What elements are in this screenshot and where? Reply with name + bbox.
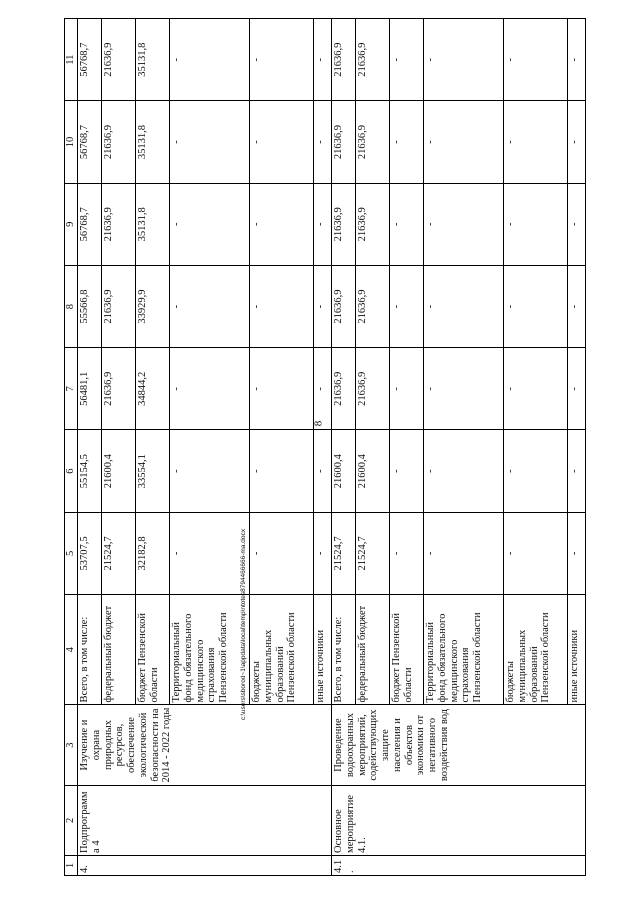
value-cell: - — [424, 265, 504, 347]
value-cell: 35131,8 — [136, 183, 170, 265]
value-cell: - — [170, 101, 250, 183]
value-cell: - — [250, 512, 314, 594]
value-cell: 56768,7 — [78, 183, 102, 265]
value-cell: 35131,8 — [136, 19, 170, 101]
value-cell: - — [504, 430, 568, 512]
value-cell: - — [424, 183, 504, 265]
value-cell: 21636,9 — [332, 265, 356, 347]
value-cell: - — [568, 183, 586, 265]
value-cell: 21600,4 — [356, 430, 390, 512]
table-row — [78, 19, 102, 876]
value-cell: - — [504, 101, 568, 183]
value-cell: - — [250, 19, 314, 101]
header-cell: 9 — [65, 183, 78, 265]
value-cell: - — [314, 183, 332, 265]
value-cell: - — [314, 19, 332, 101]
value-cell: - — [390, 183, 424, 265]
header-cell: 10 — [65, 101, 78, 183]
value-cell: 56768,7 — [78, 19, 102, 101]
value-cell: - — [170, 265, 250, 347]
rotated-page — [64, 18, 580, 876]
header-cell: 5 — [65, 512, 78, 594]
value-cell: - — [170, 512, 250, 594]
value-cell: - — [314, 430, 332, 512]
value-cell: - — [424, 430, 504, 512]
value-cell: - — [390, 430, 424, 512]
value-cell: 21636,9 — [356, 19, 390, 101]
value-cell: 55154,5 — [78, 430, 102, 512]
value-cell: - — [250, 265, 314, 347]
file-path-footer: c:\users\sborod~1\appdata\local\temp\ntotes8794466666-ma.docx — [240, 529, 247, 720]
value-cell: 21524,7 — [102, 512, 136, 594]
value-cell: - — [250, 430, 314, 512]
funding-source-cell: иные источники — [314, 595, 332, 705]
value-cell: - — [314, 101, 332, 183]
value-cell: 21600,4 — [102, 430, 136, 512]
value-cell: - — [314, 265, 332, 347]
funding-source-cell: Всего, в том числе: — [332, 595, 356, 705]
program-name-cell: Подпрограмма 4 — [78, 785, 332, 855]
table-row — [332, 19, 356, 876]
funding-source-cell: иные источники — [568, 595, 586, 705]
value-cell: 21636,9 — [102, 265, 136, 347]
value-cell: - — [390, 101, 424, 183]
funding-source-cell: федеральный бюджет — [356, 595, 390, 705]
value-cell: - — [170, 183, 250, 265]
row-number-cell: 4. — [78, 855, 332, 875]
header-cell: 11 — [65, 19, 78, 101]
value-cell: - — [568, 348, 586, 430]
funding-source-cell: бюджеты муниципальных образований Пензенской области — [504, 595, 568, 705]
program-title-cell: Изучение и охрана природных ресурсов, обеспечение экологической безопасности на 2014 - 2022 годы — [78, 705, 332, 785]
header-row — [65, 19, 78, 876]
row-number-cell: 4.1. — [332, 855, 586, 875]
value-cell: - — [250, 348, 314, 430]
value-cell: 56481,1 — [78, 348, 102, 430]
page-number: 8 — [312, 420, 325, 427]
value-cell: - — [504, 265, 568, 347]
value-cell: - — [568, 430, 586, 512]
header-cell: 1 — [65, 855, 78, 875]
header-cell: 7 — [65, 348, 78, 430]
funding-source-cell: бюджет Пензенской области — [136, 595, 170, 705]
value-cell: - — [568, 101, 586, 183]
value-cell: - — [424, 19, 504, 101]
value-cell: - — [504, 512, 568, 594]
header-cell: 8 — [65, 265, 78, 347]
value-cell: - — [390, 265, 424, 347]
value-cell: 21524,7 — [332, 512, 356, 594]
table-body — [65, 19, 586, 876]
value-cell: 21636,9 — [332, 348, 356, 430]
value-cell: 34844,2 — [136, 348, 170, 430]
value-cell: - — [250, 101, 314, 183]
value-cell: 21636,9 — [102, 183, 136, 265]
header-cell: 6 — [65, 430, 78, 512]
header-cell: 2 — [65, 785, 78, 855]
funding-source-cell: федеральный бюджет — [102, 595, 136, 705]
funding-source-cell: бюджеты муниципальных образований Пензенской области — [250, 595, 314, 705]
value-cell: - — [314, 512, 332, 594]
value-cell: - — [314, 348, 332, 430]
value-cell: - — [568, 512, 586, 594]
value-cell: - — [424, 348, 504, 430]
value-cell: - — [170, 19, 250, 101]
value-cell: - — [568, 19, 586, 101]
value-cell: 55566,8 — [78, 265, 102, 347]
value-cell: - — [424, 101, 504, 183]
value-cell: - — [568, 265, 586, 347]
value-cell: 56768,7 — [78, 101, 102, 183]
value-cell: 33929,9 — [136, 265, 170, 347]
funding-source-cell: Всего, в том числе: — [78, 595, 102, 705]
value-cell: 21636,9 — [102, 348, 136, 430]
value-cell: - — [390, 348, 424, 430]
value-cell: - — [390, 19, 424, 101]
value-cell: 21636,9 — [102, 19, 136, 101]
value-cell: 33554,1 — [136, 430, 170, 512]
value-cell: - — [170, 348, 250, 430]
value-cell: 21636,9 — [356, 183, 390, 265]
funding-source-cell: Территориальный фонд обязательного медицинского страхования Пензенской области — [170, 595, 250, 705]
value-cell: - — [390, 512, 424, 594]
value-cell: 21600,4 — [332, 430, 356, 512]
value-cell: 21636,9 — [356, 265, 390, 347]
funding-table — [64, 18, 586, 876]
value-cell: - — [504, 183, 568, 265]
value-cell: - — [504, 348, 568, 430]
value-cell: 21524,7 — [356, 512, 390, 594]
value-cell: 21636,9 — [332, 19, 356, 101]
value-cell: 21636,9 — [332, 101, 356, 183]
value-cell: 21636,9 — [102, 101, 136, 183]
value-cell: - — [504, 19, 568, 101]
value-cell: 35131,8 — [136, 101, 170, 183]
header-cell: 4 — [65, 595, 78, 705]
value-cell: 53707,5 — [78, 512, 102, 594]
value-cell: - — [250, 183, 314, 265]
value-cell: 21636,9 — [356, 101, 390, 183]
value-cell: - — [170, 430, 250, 512]
program-title-cell: Проведение водоохранных мероприятий, содействующих защите населения и объектов экономики от негативного воздействия вод — [332, 705, 586, 785]
funding-source-cell: Территориальный фонд обязательного медицинского страхования Пензенской области — [424, 595, 504, 705]
value-cell: - — [424, 512, 504, 594]
funding-source-cell: бюджет Пензенской области — [390, 595, 424, 705]
value-cell: 21636,9 — [356, 348, 390, 430]
header-cell: 3 — [65, 705, 78, 785]
program-name-cell: Основное мероприятие 4.1. — [332, 785, 586, 855]
value-cell: 32182,8 — [136, 512, 170, 594]
value-cell: 21636,9 — [332, 183, 356, 265]
